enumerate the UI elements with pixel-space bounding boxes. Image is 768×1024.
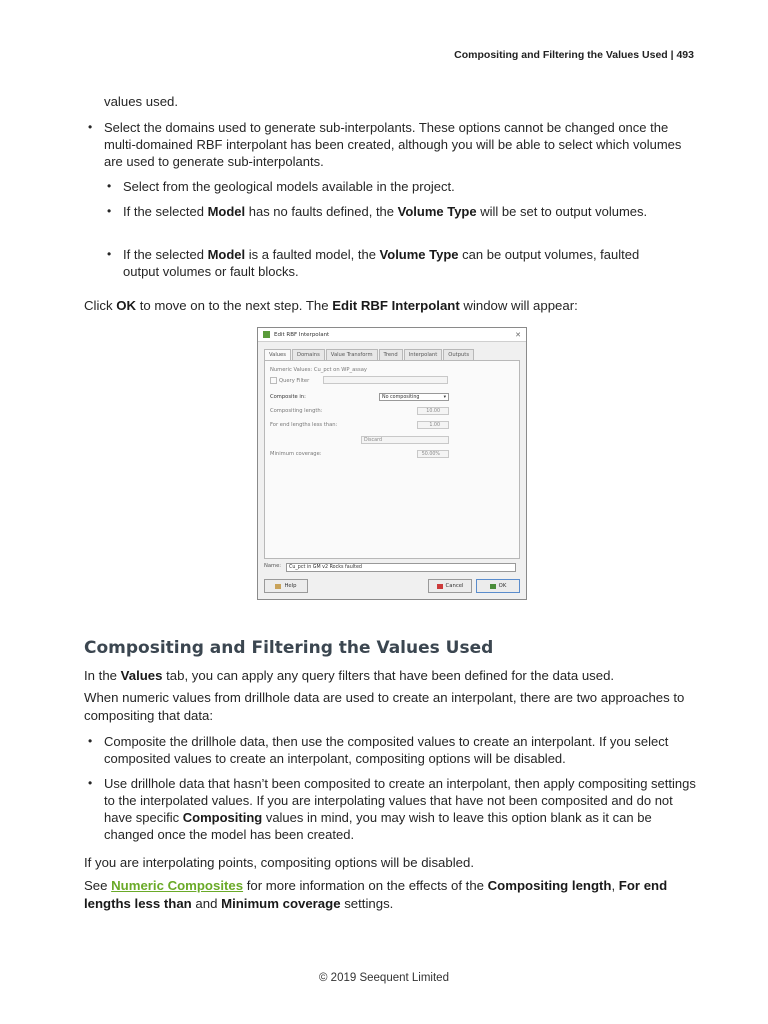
- edit-rbf-dialog: [257, 327, 527, 600]
- running-header: Compositing and Filtering the Values Used | 493: [454, 49, 694, 61]
- approaches-paragraph: When numeric values from drillhole data are used to create an interpolant, there are two approaches to compositing that data:: [84, 690, 685, 723]
- click-ok-paragraph: Click OK to move on to the next step. The Edit RBF Interpolant window will appear:: [84, 298, 578, 313]
- cancel-label: Cancel: [445, 583, 464, 589]
- name-label: Name:: [264, 563, 282, 569]
- close-icon[interactable]: ✕: [515, 330, 521, 339]
- checkbox-box[interactable]: [270, 377, 277, 384]
- composite-in-select[interactable]: [379, 393, 449, 401]
- compositing-length-input[interactable]: 10.00: [417, 407, 449, 415]
- footer-copyright: © 2019 Seequent Limited: [319, 972, 449, 984]
- values-pane: [264, 360, 520, 559]
- tab-trend[interactable]: Trend: [379, 349, 403, 360]
- bullet-domains: • Select the domains used to generate sub-interpolants. These options cannot be changed once the multi-domained RBF interpolant has been created, although you will be able to select which volumes are used to generate sub-interpolants.: [104, 119, 700, 170]
- ok-button[interactable]: [476, 579, 520, 593]
- values-tab-paragraph: In the Values tab, you can apply any query filters that have been defined for the data used.: [84, 668, 615, 683]
- points-paragraph: If you are interpolating points, compositing options will be disabled.: [84, 855, 474, 870]
- tab-outputs[interactable]: Outputs: [443, 349, 474, 360]
- tab-interpolant[interactable]: Interpolant: [404, 349, 443, 360]
- ok-label: OK: [498, 583, 507, 589]
- help-button[interactable]: [264, 579, 308, 593]
- continued-line: values used.: [104, 94, 179, 109]
- numeric-values-label: Numeric Values: Cu_pct on WP_assay: [270, 367, 367, 373]
- sub-bullet-3: • If the selected Model is a faulted model, the Volume Type can be output volumes, faulted output volumes or fault blocks.: [123, 246, 663, 280]
- tab-domains[interactable]: Domains: [292, 349, 325, 360]
- dialog-titlebar: [258, 328, 526, 342]
- composite-in-label: Composite in:: [270, 394, 306, 400]
- query-filter-label: Query Filter: [279, 378, 310, 384]
- chevron-down-icon: ▾: [443, 395, 446, 400]
- min-coverage-label: Minimum coverage:: [270, 451, 322, 457]
- cancel-button[interactable]: [428, 579, 472, 593]
- bullet-composite-first: • Composite the drillhole data, then use the composited values to create an interpolant. If you select composited values to create an interpolant, compositing options will be disabled.: [104, 733, 696, 767]
- name-input[interactable]: Cu_pct in GM v2 Rocks faulted: [286, 563, 516, 572]
- tab-value-transform[interactable]: Value Transform: [326, 349, 378, 360]
- sub-bullet-2: • If the selected Model has no faults defined, the Volume Type will be set to output volumes.: [123, 203, 663, 220]
- help-label: Help: [284, 583, 297, 589]
- tab-values[interactable]: Values: [264, 349, 291, 360]
- composite-in-value: No compositing: [382, 395, 420, 400]
- see-also-paragraph: See Numeric Composites for more information on the effects of the Compositing length, For end lengths less than and Minimum coverage settings.: [84, 878, 668, 911]
- min-coverage-input[interactable]: 50.00%: [417, 450, 449, 458]
- cancel-icon: [437, 584, 443, 589]
- discard-select[interactable]: Discard: [361, 436, 449, 444]
- help-icon: [275, 584, 281, 589]
- ok-icon: [490, 584, 496, 589]
- end-lengths-input[interactable]: 1.00: [417, 421, 449, 429]
- bullet-composite-after: • Use drillhole data that hasn’t been composited to create an interpolant, then apply compositing settings to the interpolated values. If you are interpolating values that have not been composited and do not have specific Compositing values in mind, you may wish to leave this option blank as it can be changed once the model has been created.: [104, 775, 696, 843]
- end-lengths-label: For end lengths less than:: [270, 422, 338, 428]
- app-icon: [263, 331, 270, 338]
- query-filter-checkbox[interactable]: [270, 377, 309, 384]
- numeric-composites-link[interactable]: Numeric Composites: [111, 878, 244, 893]
- query-filter-select[interactable]: [323, 376, 448, 384]
- compositing-length-label: Compositing length:: [270, 408, 323, 414]
- sub-bullet-1: • Select from the geological models available in the project.: [123, 178, 683, 195]
- dialog-title: Edit RBF Interpolant: [274, 331, 330, 338]
- dialog-tabs: [264, 349, 475, 360]
- section-heading: Compositing and Filtering the Values Used: [84, 638, 494, 658]
